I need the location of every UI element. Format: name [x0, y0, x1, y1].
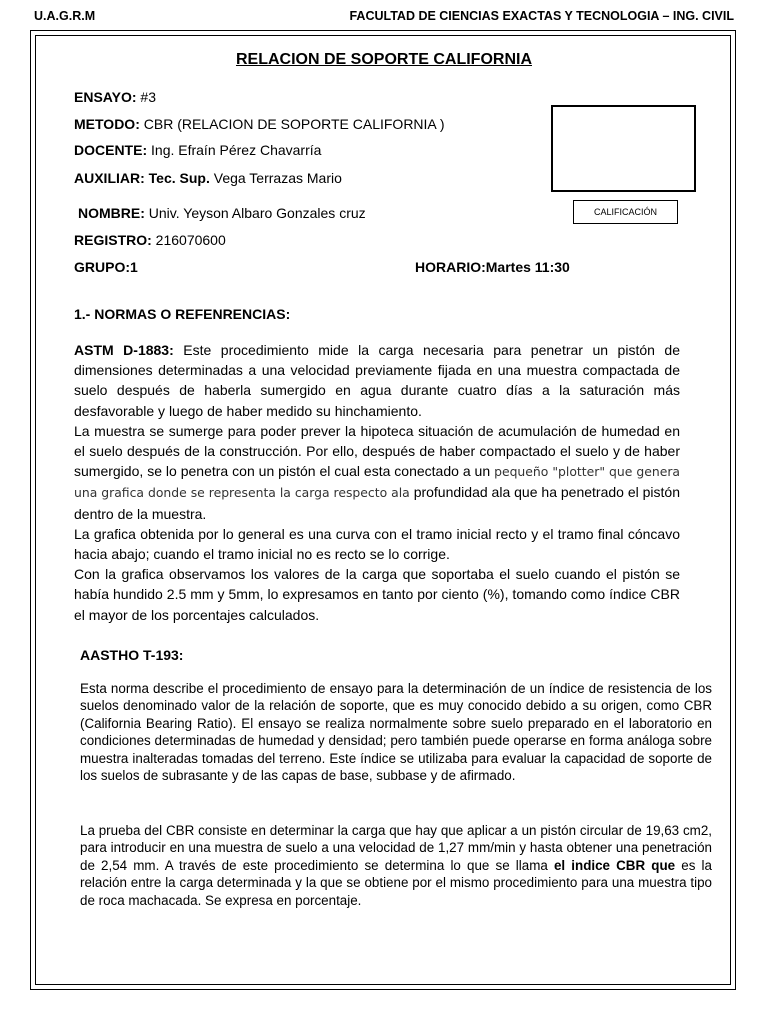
docente-value: Ing. Efraín Pérez Chavarría: [147, 142, 322, 158]
ensayo-label: ENSAYO:: [74, 89, 137, 105]
page-header: [34, 9, 738, 27]
registro-value: 216070600: [151, 232, 226, 248]
registro-label: REGISTRO:: [74, 232, 152, 248]
auxiliar-label: AUXILIAR: Tec. Sup.: [74, 170, 210, 186]
section-heading-normas: 1.- NORMAS O REFENRENCIAS:: [74, 306, 291, 322]
indice-cbr-emphasis: el indice CBR que: [553, 857, 676, 873]
section-heading-aastho: AASTHO T-193:: [80, 647, 184, 663]
docente-line: [74, 142, 321, 158]
docente-label: DOCENTE:: [74, 142, 148, 158]
astm-label: ASTM D-1883:: [74, 342, 174, 358]
grade-box: [551, 105, 696, 192]
ensayo-line: [74, 89, 156, 105]
sumerge-paragraph: La muestra se sumerge para poder prever la hipoteca situación de acumulación de humedad en el suelo después de la construcción. Por ello, después de haber compactado el suelo y de haber sumergido, se lo penetra con un pistón el cual esta conectado a un pequeño "plotter" que genera una grafica donde se representa la carga respecto ala profundidad ala que ha penetrado el pistón dentro de la muestra.: [74, 422, 681, 522]
cbr-paragraph: Con la grafica observamos los valores de la carga que soportaba el suelo cuando el pistón se había hundido 2.5 mm y 5mm, lo expresamos en tanto por ciento (%), tomando como índice CBR el mayor de los porcentajes calculados.: [74, 566, 680, 623]
grupo-label: GRUPO:1: [74, 259, 138, 275]
grafica-paragraph: La grafica obtenida por lo general es una curva con el tramo inicial recto y el tramo final cóncavo hacia abajo; cuando el tramo inicial no es recto se lo corrige.: [74, 525, 680, 563]
grupo-line: [74, 259, 138, 275]
auxiliar-value: Vega Terrazas Mario: [209, 170, 342, 186]
horario-line: [415, 259, 570, 275]
auxiliar-line: [74, 170, 342, 186]
metodo-label: METODO:: [74, 116, 140, 132]
horario-label: HORARIO:Martes 11:30: [415, 259, 570, 275]
metodo-line: [74, 116, 445, 132]
aastho-paragraph: Esta norma describe el procedimiento de ensayo para la determinación de un índice de resistencia de los suelos denominado valor de la relación de soporte, que es muy conocido debido a su origen, como CBR (California Bearing Ratio). El ensayo se realiza normalmente sobre suelo preparado en el laboratorio en condiciones determinadas de humedad y densidad; pero también puede operarse en forma análoga sobre muestra inalteradas tomadas del terreno. Este índice se utilizaba para evaluar la capacidad de soporte de los suelos de subrasante y de las capas de base, subbase y de afirmado.: [80, 681, 712, 784]
grade-label: CALIFICACIÓN: [573, 200, 678, 224]
nombre-line: [78, 205, 366, 221]
prueba-paragraph: La prueba del CBR consiste en determinar la carga que hay que aplicar a un pistón circular de 19,63 cm2, para introducir en una muestra de suelo a una velocidad de 1,27 mm/min y hasta obtener una penetración de 2,54 mm. A través de este procedimiento se determina lo que se llama el indice CBR que es la relación entre la carga determinada y la que se obtiene por el mismo procedimiento para una muestra tipo de roca machacada. Se expresa en porcentaje.: [80, 823, 712, 908]
registro-line: [74, 232, 226, 248]
metodo-value: CBR (RELACION DE SOPORTE CALIFORNIA ): [139, 116, 445, 132]
ensayo-value: #3: [136, 89, 156, 105]
nombre-value: Univ. Yeyson Albaro Gonzales cruz: [144, 205, 366, 221]
astm-paragraph: ASTM D-1883: Este procedimiento mide la carga necesaria para penetrar un pistón de dimensiones determinadas a una velocidad previamente fijada en una muestra compactada de suelo después de haberla sumergido en agua durante cuatro días a la saturación más desfavorable y luego de haber medido su hinchamiento.: [74, 342, 680, 419]
nombre-label: NOMBRE:: [78, 205, 145, 221]
document-title: RELACION DE SOPORTE CALIFORNIA: [235, 51, 532, 68]
faculty-name: FACULTAD DE CIENCIAS EXACTAS Y TECNOLOGIA – ING. CIVIL: [349, 9, 734, 23]
university-abbrev: U.A.G.R.M: [34, 9, 96, 23]
section-normas-body: [74, 340, 680, 625]
